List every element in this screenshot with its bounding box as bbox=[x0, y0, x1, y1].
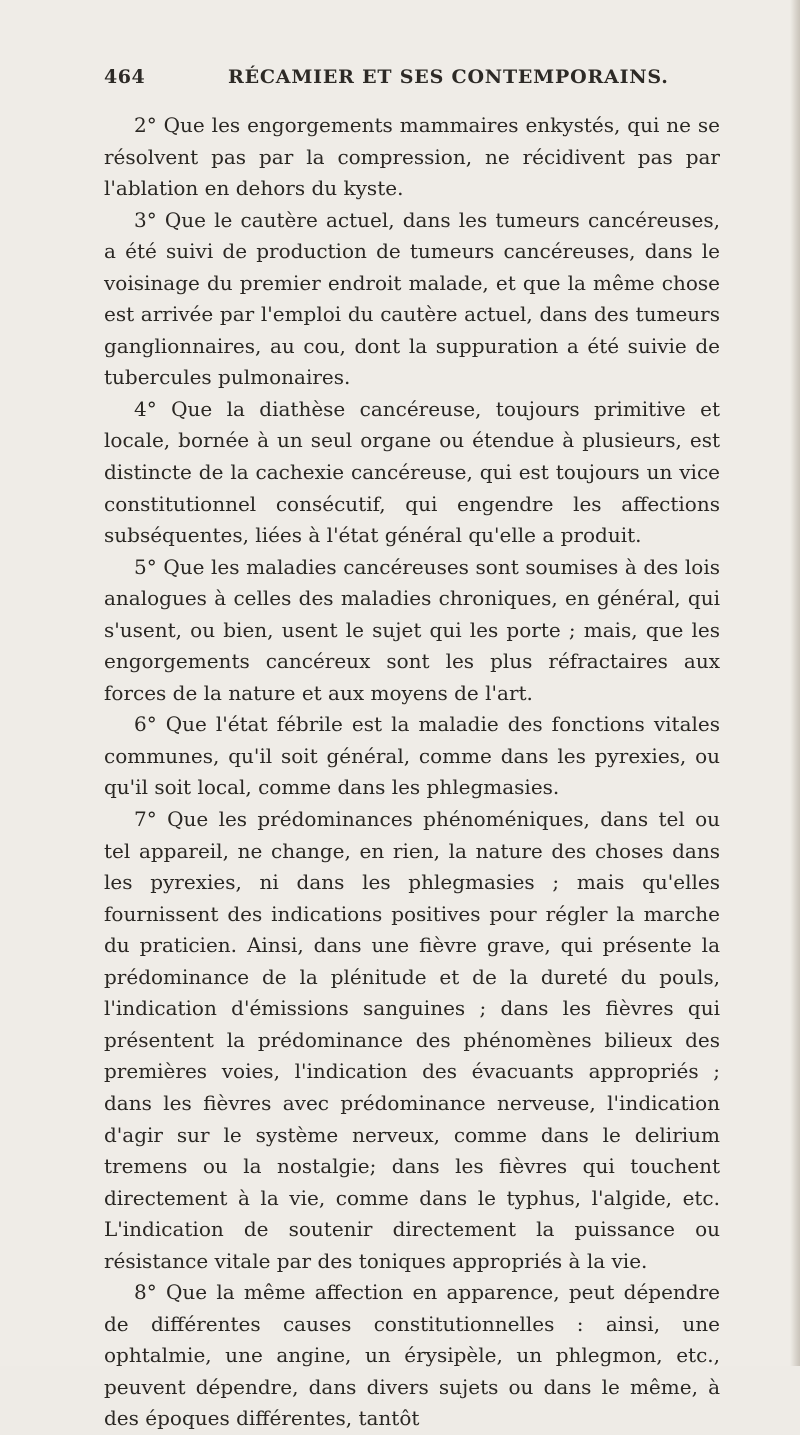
running-title: RÉCAMIER ET SES CONTEMPORAINS. bbox=[228, 66, 669, 88]
page-edge-shadow bbox=[790, 0, 800, 1366]
paragraph-5: 5° Que les maladies cancéreuses sont soumises à des lois analogues à celles des maladies chroniques, en général, qui s'usent, ou bien, usent le sujet qui les porte ; mais, que les engorgements cancéreux sont les plus réfractaires aux forces de la nature et aux moyens de l'art. bbox=[104, 554, 720, 705]
paragraph-8: 8° Que la même affection en apparence, peut dépendre de différentes causes constitutionnelles : ainsi, une ophtalmie, une angine, un érysipèle, un phlegmon, etc., peuvent dépendre, dans divers sujets ou dans le même, à des époques différentes, tantôt bbox=[104, 1280, 720, 1431]
page-header bbox=[104, 66, 704, 96]
paragraph-4: 4° Que la diathèse cancéreuse, toujours primitive et locale, bornée à un seul organe ou étendue à plusieurs, est distincte de la cachexie cancéreuse, qui est toujours un vice constitutionnel consécutif, qui engendre les affections subséquentes, liées à l'état général qu'elle a produit. bbox=[104, 396, 720, 548]
page-number: 464 bbox=[104, 66, 146, 88]
body-text bbox=[104, 110, 720, 1435]
paragraph-2: 2° Que les engorgements mammaires enkystés, qui ne se résolvent pas par la compression, ne récidivent pas par l'ablation en dehors du kyste. bbox=[104, 113, 720, 201]
paragraph-7: 7° Que les prédominances phénoméniques, dans tel ou tel appareil, ne change, en rien, la nature des choses dans les pyrexies, ni dans les phlegmasies ; mais qu'elles fournissent des indications positives pour régler la marche du praticien. Ainsi, dans une fièvre grave, qui présente la prédominance de la plénitude et de la dureté du pouls, l'indication d'émissions sanguines ; dans les fièvres qui présentent la prédominance des phénomènes bilieux des premières voies, l'indication des évacuants appropriés ; dans les fièvres avec prédominance nerveuse, l'indication d'agir sur le système nerveux, comme dans le delirium tremens ou la nostalgie; dans les fièvres qui touchent directement à la vie, comme dans le typhus, l'algide, etc. L'indication de soutenir directement la puissance ou résistance vitale par des toniques appropriés à la vie. bbox=[104, 807, 720, 1273]
paragraph-6: 6° Que l'état fébrile est la maladie des fonctions vitales communes, qu'il soit général, comme dans les pyrexies, ou qu'il soit local, comme dans les phlegmasies. bbox=[104, 712, 720, 800]
paragraph-3: 3° Que le cautère actuel, dans les tumeurs cancéreuses, a été suivi de production de tumeurs cancéreuses, dans le voisinage du premier endroit malade, et que la même chose est arrivée par l'emploi du cautère actuel, dans des tumeurs ganglionnaires, au cou, dont la suppuration a été suivie de tubercules pulmonaires. bbox=[104, 207, 720, 390]
